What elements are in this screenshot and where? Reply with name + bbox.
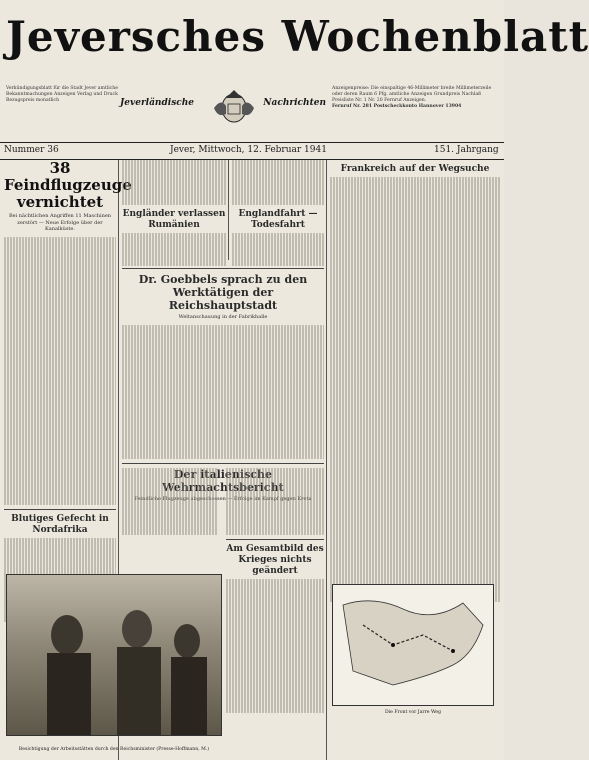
subhead-left-title: Jeverländische	[120, 98, 195, 108]
masthead-title: Jeversches Wochenblatt	[6, 12, 589, 61]
issue-number: Nummer 36	[4, 145, 59, 155]
section-headline: Englandfahrt — Todesfahrt	[238, 208, 318, 230]
map-figure	[332, 584, 494, 715]
main-headline: 38 Feindflugzeuge vernichtet	[4, 159, 132, 211]
column-1	[4, 159, 132, 622]
column-divider	[326, 160, 327, 760]
goebbels-headline: Dr. Goebbels sprach zu den Werktätigen der Reichshauptstadt	[138, 273, 308, 312]
column-2-lower-left	[122, 468, 218, 535]
place-date: Jever, Mittwoch, 12. Februar 1941	[170, 145, 327, 155]
map-icon	[333, 585, 493, 705]
section-headline: Frankreich auf der Wegsuche	[340, 164, 490, 174]
subhead-left-notice: Verkündigungsblatt für die Stadt Jever amtliche Bekanntmachungen Anzeigen Verlag und Druck Bezugspreis monatlich	[6, 86, 118, 103]
subhead-right-notice	[332, 86, 498, 110]
column-2-lower-right	[226, 468, 324, 713]
news-photo	[6, 574, 222, 753]
section-headline: Engländer verlassen Rumänien	[122, 208, 226, 230]
goebbels-subline: Weltanschauung in der Fabrikhalle	[178, 314, 268, 320]
contact-line: Fernruf Nr. 281 Postscheckkonto Hannover 13904	[332, 104, 462, 109]
crest-icon	[208, 84, 260, 128]
photo-caption: Besichtigung der Arbeitsstätten durch den Reichsminister (Presse-Hoffmann, M.)	[18, 747, 210, 753]
dateline	[0, 142, 504, 160]
main-subline: Bei nächtlichen Angriffen 11 Maschinen zerstört — Neue Erfolge über der Kanalküste.	[8, 213, 112, 232]
map-caption: Die Front vor Jarre Weg	[385, 710, 441, 715]
column-2-upper	[122, 160, 226, 266]
section-headline: Blutiges Gefecht in Nordafrika	[11, 514, 109, 535]
subhead-right-title: Nachrichten	[263, 98, 326, 108]
column-3	[330, 160, 500, 602]
wehrmacht-headline: Der italienische Wehrmachtsbericht	[162, 467, 284, 494]
subhead	[0, 84, 504, 136]
photo-scene-icon	[7, 575, 221, 735]
volume: 151. Jahrgang	[434, 145, 499, 155]
ad-prices-text: Anzeigenpreise: Die einspaltige 46-Millimeter breite Millimeterzeile oder deren Raum 6 Pfg. amtliche Anzeigen Grundpreis Nachlaß Preisliste Nr. 1 Nr. 20 Fernruf Anzeigen.	[332, 86, 492, 103]
wehrmacht-subline: Feindliche Flugzeuge abgeschossen — Erfolge im Kampf gegen Kreta	[134, 495, 312, 502]
column-2b-upper	[232, 160, 324, 266]
column-divider	[228, 160, 229, 260]
krieg-headline: Am Gesamtbild des Krieges nichts geändert	[226, 544, 324, 577]
